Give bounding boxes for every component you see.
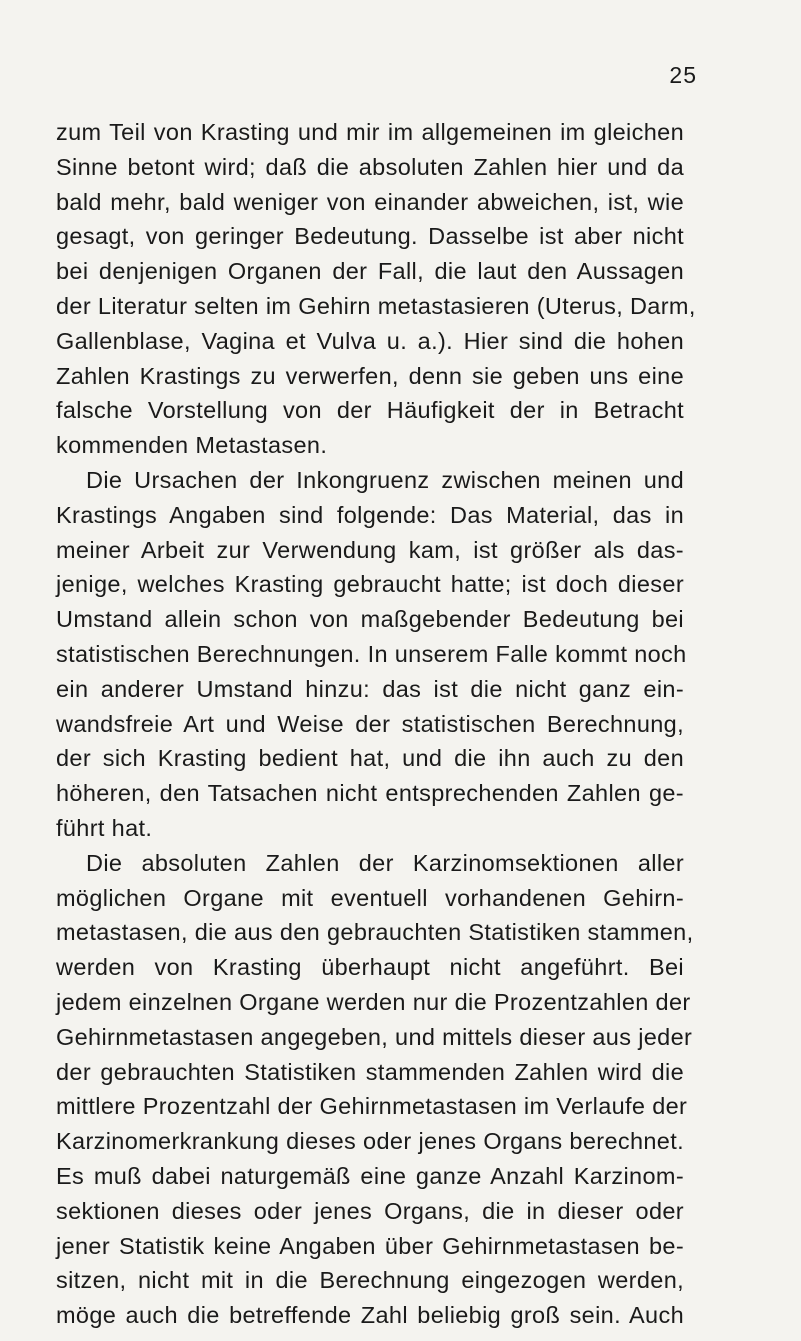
text-line: der Literatur selten im Gehirn metastasieren (Uterus, Darm, — [56, 292, 696, 319]
text-line: Karzinomerkrankung dieses oder jenes Organs berechnet. — [56, 1128, 684, 1155]
text-line: metastasen, die aus den gebrauchten Statistiken stammen, — [56, 919, 694, 946]
text-line: jedem einzelnen Organe werden nur die Prozentzahlen der — [56, 988, 691, 1015]
text-line: Die Ursachen der Inkongruenz zwischen meinen und — [86, 466, 684, 493]
text-line: ein anderer Umstand hinzu: das ist die nicht ganz ein- — [56, 675, 684, 702]
text-line: bald mehr, bald weniger von einander abweichen, ist, wie — [56, 188, 684, 215]
text-line: Gallenblase, Vagina et Vulva u. a.). Hier sind die hohen — [56, 327, 684, 354]
body-text — [56, 115, 696, 1333]
text-line: sektionen dieses oder jenes Organs, die in dieser oder — [56, 1197, 684, 1224]
text-line: Krastings Angaben sind folgende: Das Material, das in — [56, 501, 684, 528]
text-line: meiner Arbeit zur Verwendung kam, ist größer als das- — [56, 536, 684, 563]
text-line: Sinne betont wird; daß die absoluten Zahlen hier und da — [56, 153, 684, 180]
text-line: kommenden Metastasen. — [56, 432, 328, 459]
text-line: wandsfreie Art und Weise der statistischen Berechnung, — [56, 710, 684, 737]
text-line: jener Statistik keine Angaben über Gehirnmetastasen be- — [56, 1232, 684, 1259]
text-line: zum Teil von Krasting und mir im allgemeinen im gleichen — [56, 119, 684, 145]
text-line: jenige, welches Krasting gebraucht hatte; ist doch dieser — [56, 571, 684, 598]
text-line: Die absoluten Zahlen der Karzinomsektionen aller — [86, 849, 684, 876]
text-line: möglichen Organe mit eventuell vorhandenen Gehirn- — [56, 884, 684, 911]
text-line: bei denjenigen Organen der Fall, die laut den Aussagen — [56, 258, 684, 285]
text-line: möge auch die betreffende Zahl beliebig groß sein. Auch — [56, 1302, 684, 1329]
text-line: werden von Krasting überhaupt nicht angeführt. Bei — [56, 954, 684, 981]
text-line: sitzen, nicht mit in die Berechnung eingezogen werden, — [56, 1267, 684, 1294]
text-line: statistischen Berechnungen. In unserem Falle kommt noch — [56, 640, 687, 667]
text-line: führt hat. — [56, 814, 153, 841]
text-line: Zahlen Krastings zu verwerfen, denn sie geben uns eine — [56, 362, 684, 389]
page-number: 25 — [669, 62, 697, 88]
text-line: höheren, den Tatsachen nicht entsprechenden Zahlen ge- — [56, 780, 684, 807]
text-line: mittlere Prozentzahl der Gehirnmetastasen im Verlaufe der — [56, 1093, 688, 1120]
text-line: Gehirnmetastasen angegeben, und mittels dieser aus jeder — [56, 1023, 693, 1050]
text-line: der sich Krasting bedient hat, und die ihn auch zu den — [56, 745, 684, 772]
text-line: Es muß dabei naturgemäß eine ganze Anzahl Karzinom- — [56, 1162, 684, 1189]
text-line: der gebrauchten Statistiken stammenden Zahlen wird die — [56, 1058, 684, 1085]
text-line: gesagt, von geringer Bedeutung. Dasselbe ist aber nicht — [56, 223, 684, 250]
text-line: Umstand allein schon von maßgebender Bedeutung bei — [56, 606, 684, 633]
text-line: falsche Vorstellung von der Häufigkeit der in Betracht — [56, 397, 684, 424]
